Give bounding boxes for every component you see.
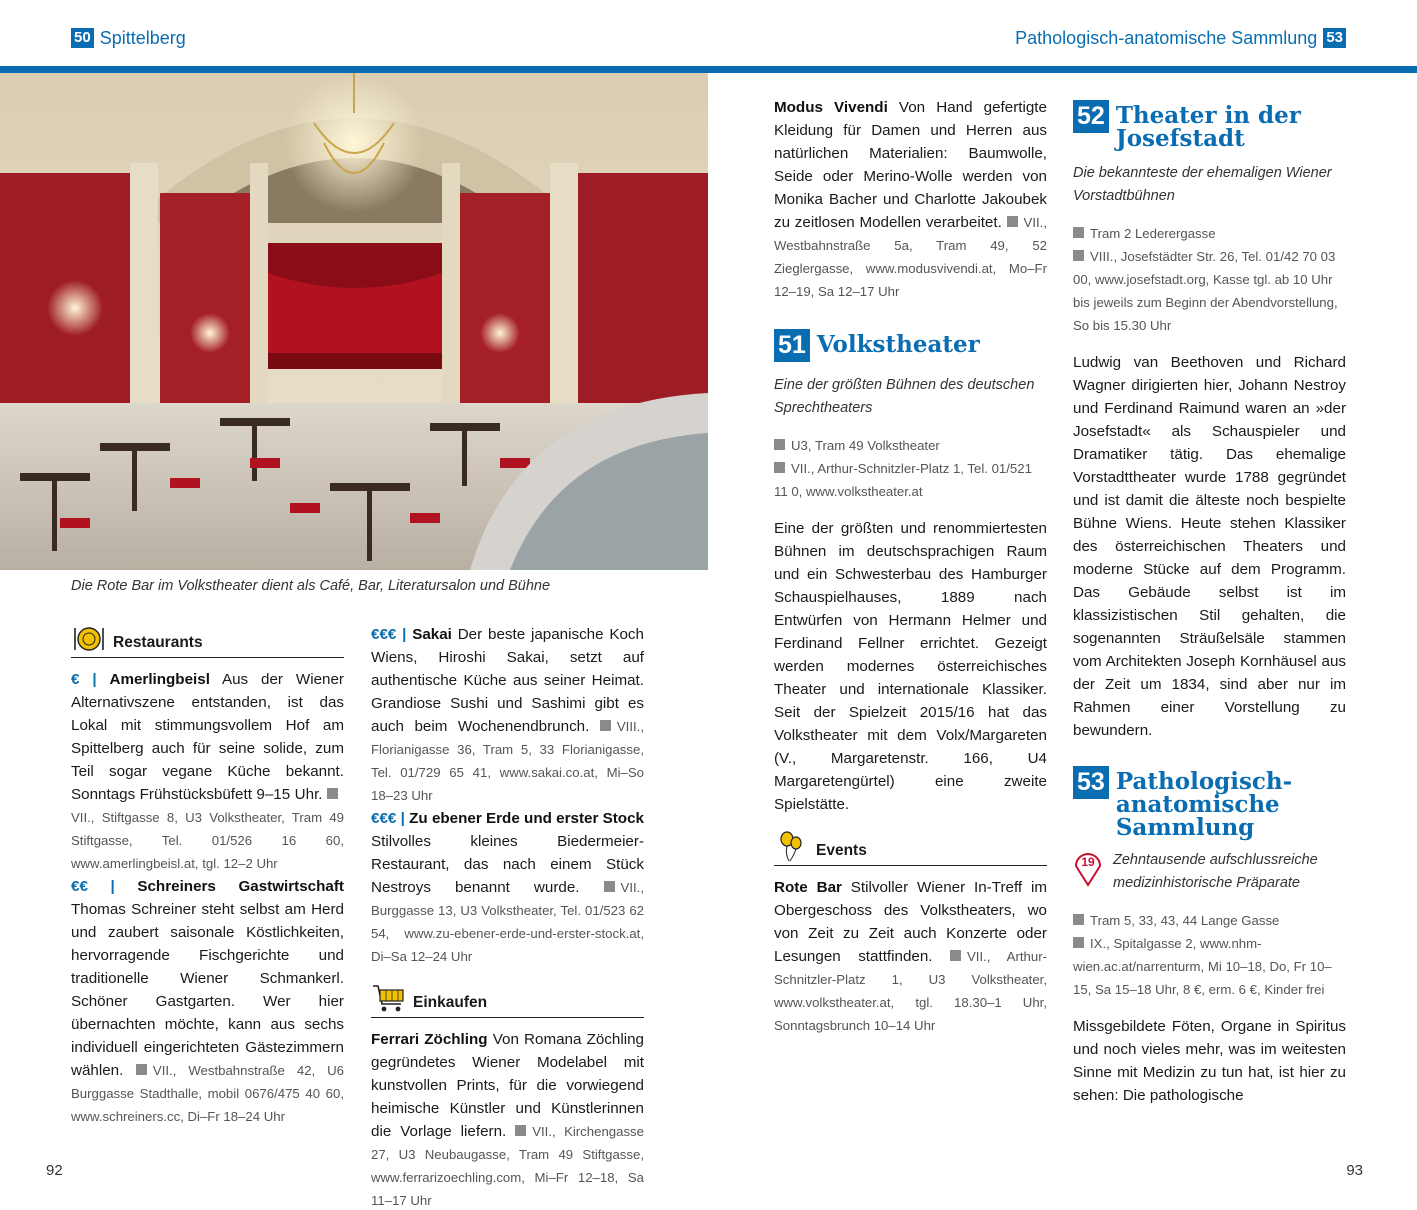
josefstadt-column (1073, 100, 1346, 1107)
info-square-icon (774, 439, 785, 450)
info-square-icon (1073, 914, 1084, 925)
sight-info: Tram 2 Lederergasse (1073, 222, 1346, 245)
section-number-badge: 50 (71, 28, 94, 48)
sight-subtitle: Die bekannteste der ehemaligen Wiener Vorstadtbühnen (1073, 165, 1332, 204)
running-header-right-title: Pathologisch-anatomische Sammlung (1015, 27, 1318, 48)
balloons-icon (774, 830, 810, 862)
sight-subtitle-row (1073, 849, 1346, 895)
sight-title: Volkstheater (816, 331, 980, 358)
header-rule (0, 66, 1417, 73)
running-header-left (71, 26, 186, 50)
events-heading (774, 830, 1047, 866)
shop-entry: Ferrari Zöchling Von Romana Zöchling gegründetes Wiener Modelabel mit kunstvollen Prints, für die vorwiegend heimische Künstler und Künstlerinnen die Vorlage liefern. VII., Kirchengasse 27, U3 Neubaugasse, Tram 49 Stiftgasse, www.ferrarizoechling.com, Mi–Fr 12–18, Sa 11–17 Uhr (371, 1031, 644, 1208)
sight-body: Ludwig van Beethoven und Richard Wagner dirigierten hier, Johann Nestroy und Ferdinand Raimund waren an »der Josefstadt« als Schauspieler und Dramatiker tätig. Das ehemalige Vorstadttheater wurde 1788 gegründet und ist damit die älteste noch bespielte Bühne Wiens. Heute stehen Klassiker des österreichischen Theaters und moderne Stücke auf dem Programm. Das Gebäude selbst ist im klassizistischen Stil gehalten, die sogenannten Sträußelsäle stammen vom Architekten Joseph Kornhäusel aus der Zeit um 1834, sind aber nur im Rahmen einer Vorstellung zu bewundern. (1073, 354, 1346, 739)
page-number-right: 93 (1346, 1162, 1363, 1179)
info-square-icon (515, 1125, 526, 1136)
sight-info: Tram 5, 33, 43, 44 Lange Gasse (1073, 909, 1346, 932)
info-square-icon (1007, 216, 1018, 227)
map-pin-icon (1073, 849, 1103, 887)
events-heading-label: Events (816, 842, 867, 859)
sight-subtitle: Zehntausende aufschlussreiche medizinhistorische Präparate (1113, 852, 1318, 891)
restaurant-entry: €€€ | Zu ebener Erde und erster Stock Stilvolles kleines Biedermeier-Restaurant, das nach einem Stück Nestroys benannt wurde. VII., Burggasse 13, U3 Volkstheater, Tel. 01/523 62 54, www.zu-ebener-erde-und-erster-stock.at, Di–Sa 12–24 Uhr (371, 810, 644, 964)
info-square-icon (600, 720, 611, 731)
info-square-icon (950, 950, 961, 961)
info-square-icon (1073, 250, 1084, 261)
map-pin-number: 19 (1081, 855, 1095, 869)
sight-info: VIII., Josefstädter Str. 26, Tel. 01/42 70 03 00, www.josefstadt.org, Kasse tgl. ab 10 Uhr bis jeweils zum Beginn der Abendvorstellung, So bis 15.30 Uhr (1073, 249, 1338, 333)
volkstheater-title (774, 329, 1047, 362)
restaurants-einkaufen-column (371, 623, 644, 1210)
restaurants-column (71, 622, 344, 1128)
restaurants-heading-label: Restaurants (113, 634, 203, 651)
info-square-icon (136, 1064, 147, 1075)
sight-subtitle: Eine der größten Bühnen des deutschen Sprechtheaters (774, 377, 1035, 416)
einkaufen-heading (371, 982, 644, 1018)
restaurants-heading (71, 622, 344, 658)
einkaufen-heading-label: Einkaufen (413, 994, 488, 1011)
sight-body: Missgebildete Föten, Organe in Spiritus und noch vieles mehr, was im weitesten Sinne mit Medizin zu tun hat, ist hier zu sehen: Die pathologische (1073, 1018, 1346, 1104)
restaurant-entry: €€€ | Sakai Der beste japanische Koch Wiens, Hiroshi Sakai, setzt auf authentische Küche aus seiner Heimat. Grandiose Sushi und Sashimi gibt es auch beim Wochenendbrunch. VIII., Florianigasse 36, Tram 5, 33 Florianigasse, Tel. 01/729 65 41, www.sakai.co.at, Mi–So 18–23 Uhr (371, 626, 644, 803)
volkstheater-column (774, 96, 1047, 1037)
event-entry: Rote Bar Stilvoller Wiener In-Treff im Obergeschoss des Volkstheaters, wo von Zeit zu Zeit auch Konzerte oder Lesungen stattfinden. VII., Arthur-Schnitzler-Platz 1, U3 Volkstheater, www.volkstheater.at, tgl. 18.30–1 Uhr, Sonntagsbrunch 10–14 Uhr (774, 879, 1047, 1033)
info-square-icon (327, 788, 338, 799)
restaurant-plate-icon (71, 622, 107, 654)
restaurant-entry: € | Amerlingbeisl Aus der Wiener Alternativszene entstanden, ist das Lokal mit stimmungsvollem Hof am Spittelberg auch für seine solide, zum Teil sogar vegane Küche bekannt. Sonntags Frühstücksbüfett 9–15 Uhr. VII., Stiftgasse 8, U3 Volkstheater, Tram 49 Stiftgasse, Tel. 01/526 16 60, www.amerlingbeisl.at, tgl. 12–2 Uhr (71, 671, 344, 871)
shopping-cart-icon (371, 982, 407, 1014)
sight-number-badge: 51 (774, 329, 810, 362)
running-header-right (1015, 26, 1346, 50)
info-square-icon (604, 881, 615, 892)
page-number-left: 92 (46, 1162, 63, 1179)
sight-title: Theater in der Josefstadt (1115, 102, 1301, 152)
sight-info: IX., Spitalgasse 2, www.nhm-wien.ac.at/narrenturm, Mi 10–18, Do, Fr 10–15, Sa 15–18 Uhr, 8 €, erm. 6 €, Kinder frei (1073, 936, 1332, 997)
josefstadt-title (1073, 100, 1346, 150)
photo-caption: Die Rote Bar im Volkstheater dient als Café, Bar, Literatursalon und Bühne (71, 578, 551, 594)
restaurant-entry: €€ | Schreiners Gastwirtschaft Thomas Schreiner steht selbst am Herd und zaubert saisonale Köstlichkeiten, hervorragende Fischgerichte und traditionelle Wiener Schmankerl. Schöner Gastgarten. Wer hier übernachten möchte, kann aus sechs individuell eingerichteten Gästezimmern wählen. VII., Westbahnstraße 42, U6 Burggasse Stadthalle, mobil 0676/475 40 60, www.schreiners.cc, Di–Fr 18–24 Uhr (71, 878, 344, 1124)
pathologisch-title (1073, 766, 1346, 839)
sight-info: U3, Tram 49 Volkstheater (774, 434, 1047, 457)
running-header-left-title: Spittelberg (99, 27, 186, 48)
info-square-icon (1073, 937, 1084, 948)
sight-body: Eine der größten und renommiertesten Bühnen im deutschsprachigen Raum und ein Schwesterbau des Hamburger Schauspielhauses, 1889 nach Entwürfen von Hermann Helmer und Ferdinand Fellner errichtet. Gezeigt werden modernes österreichisches Theater und internationale Klassiker. Seit der Spielzeit 2015/16 hat das Volkstheater mit dem Volx/Margareten (V., Margaretenstr. 166, U4 Margaretengürtel) eine zweite Spielstätte. (774, 520, 1047, 813)
sight-info: VII., Arthur-Schnitzler-Platz 1, Tel. 01/521 11 0, www.volkstheater.at (774, 461, 1032, 499)
info-square-icon (1073, 227, 1084, 238)
shop-entry: Modus Vivendi Von Hand gefertigte Kleidung für Damen und Herren aus natürlichen Materialien: Baumwolle, Seide oder Merino-Wolle werden von Monika Bacher und Charlotte Jakoubek zu zeitlosen Modellen verarbeitet. VII., Westbahnstraße 5a, Tram 49, 52 Zieglergasse, www.modusvivendi.at, Mo–Fr 12–19, Sa 12–17 Uhr (774, 99, 1047, 299)
rote-bar-photo (0, 73, 708, 570)
sight-title: Pathologisch- anatomische Sammlung (1115, 768, 1293, 841)
sight-number-badge: 52 (1073, 100, 1109, 133)
info-square-icon (774, 462, 785, 473)
section-number-badge: 53 (1323, 28, 1346, 48)
sight-number-badge: 53 (1073, 766, 1109, 799)
